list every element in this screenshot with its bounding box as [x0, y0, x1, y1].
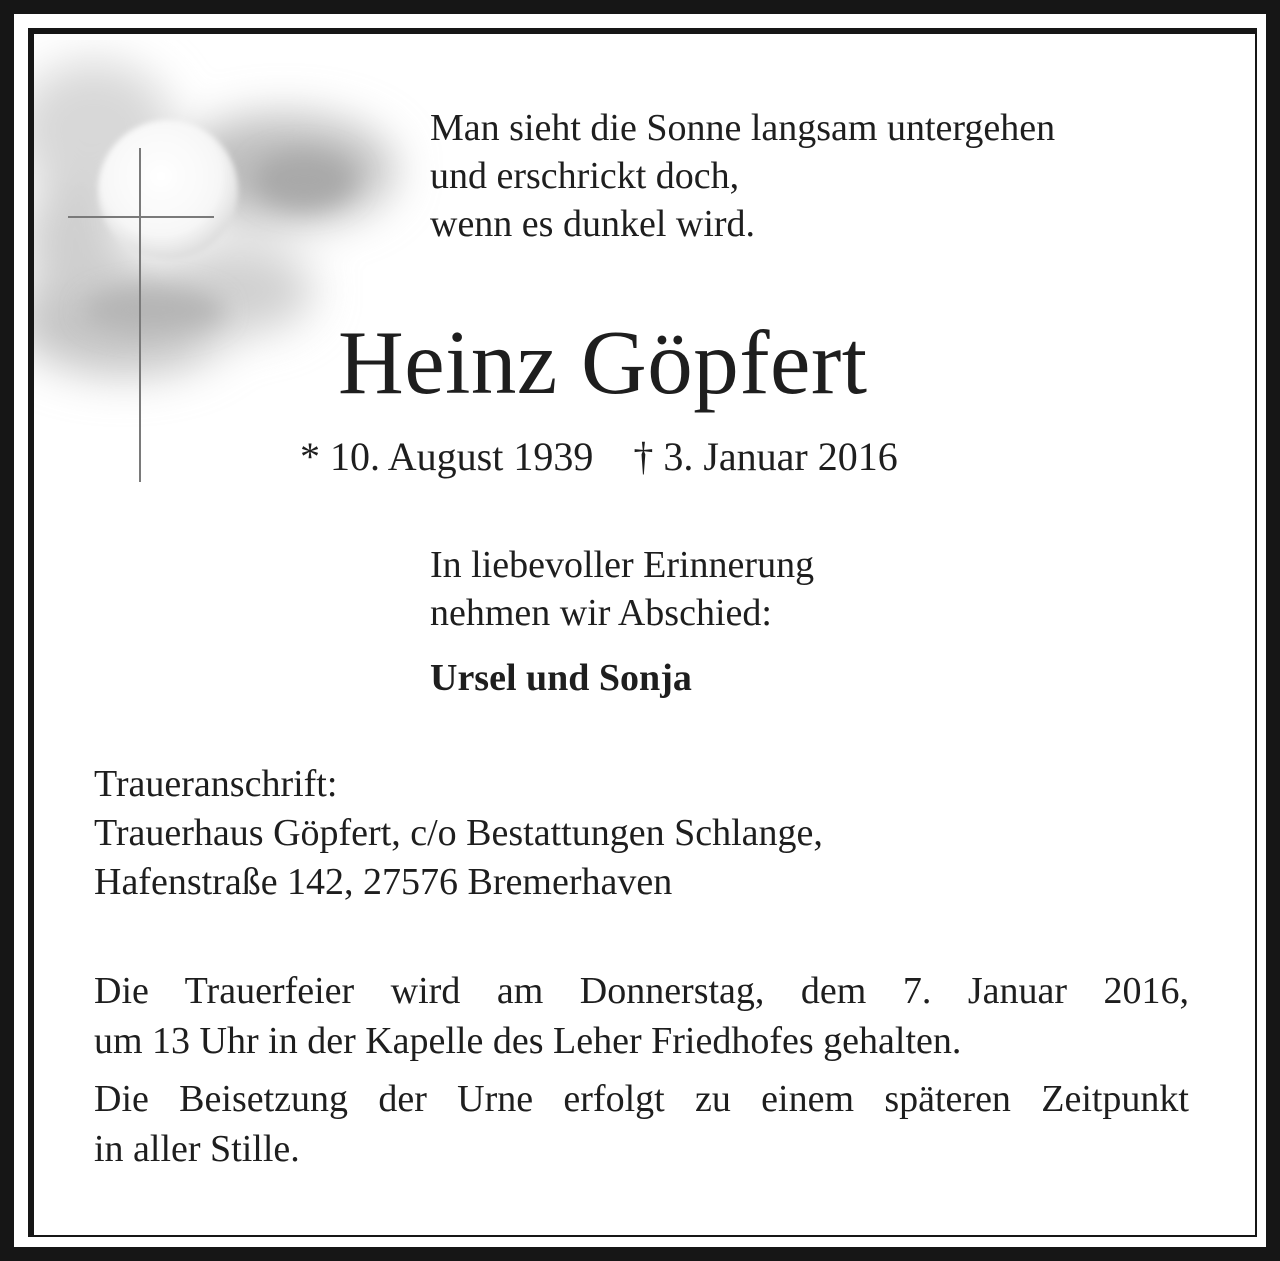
remembrance-line: In liebevoller Erinnerung — [430, 544, 815, 586]
quote-line: Man sieht die Sonne langsam untergehen — [430, 107, 1056, 149]
remembrance-text — [430, 541, 814, 637]
funeral-service-notice — [94, 966, 1189, 1066]
mourning-address — [94, 760, 823, 907]
birth-date: * 10. August 1939 — [300, 434, 594, 479]
address-line: Trauerhaus Göpfert, c/o Bestattungen Schlange, — [94, 812, 823, 854]
address-label: Traueranschrift: — [94, 763, 338, 805]
moon-clouds-illustration — [34, 40, 494, 500]
remembrance-line: nehmen wir Abschied: — [430, 592, 772, 634]
life-dates — [300, 432, 898, 482]
mourners-names: Ursel und Sonja — [430, 657, 692, 699]
burial-line: in aller Stille. — [94, 1128, 300, 1170]
quote-line: wenn es dunkel wird. — [430, 203, 756, 245]
death-date: † 3. Januar 2016 — [633, 434, 898, 479]
service-line: um 13 Uhr in der Kapelle des Leher Friedhofes gehalten. — [94, 1020, 962, 1062]
address-line: Hafenstraße 142, 27576 Bremerhaven — [94, 861, 673, 903]
service-line: Die Trauerfeier wird am Donnerstag, dem 7. Januar 2016, — [94, 970, 1189, 1012]
burial-notice — [94, 1074, 1189, 1174]
poem-quote — [430, 104, 1055, 248]
quote-line: und erschrickt doch, — [430, 155, 740, 197]
burial-line: Die Beisetzung der Urne erfolgt zu einem späteren Zeitpunkt — [94, 1078, 1189, 1120]
deceased-name: Heinz Göpfert — [338, 312, 868, 413]
